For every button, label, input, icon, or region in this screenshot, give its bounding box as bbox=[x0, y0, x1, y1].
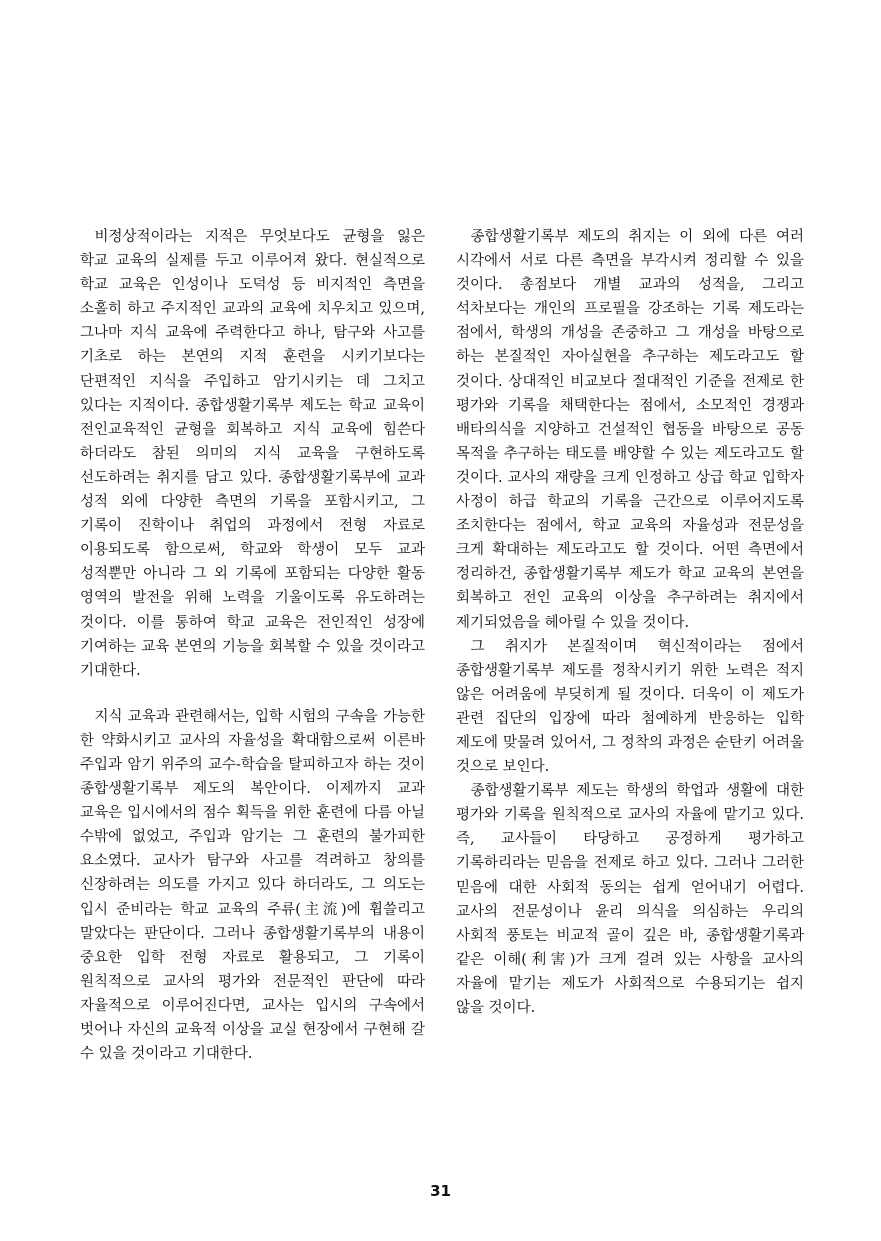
left-paragraph-2: 지식 교육과 관련해서는, 입학 시험의 구속을 가능한 한 약화시키고 교사의 자율성을 확대함으로써 이른바 주입과 암기 위주의 교수-학습을 탈피하고자 하는 것이 종합생활기록부 제도의 복안이다. 이제까지 교과 교육은 입시에서의 점수 획득을 위한 훈련에 다름 아닐 수밖에 없었고, 주입과 암기는 그 훈련의 불가피한 요소였다. 교사가 탐구와 사고를 격려하고 창의를 신장하려는 의도를 가지고 있다 하더라도, 그 의도는 입시 준비라는 학교 교육의 주류(主流)에 휩쓸리고 말았다는 판단이다. 그러나 종합생활기록부의 내용이 중요한 입학 전형 자료로 활용되고, 그 기록이 원칙적으로 교사의 평가와 전문적인 판단에 따라 자율적으로 이루어진다면, 교사는 입시의 구속에서 벗어나 자신의 교육적 이상을 교실 현장에서 구현해 갈 수 있을 것이라고 기대한다. bbox=[80, 708, 425, 1063]
right-paragraph-2: 그 취지가 본질적이며 혁신적이라는 점에서 종합생활기록부 제도를 정착시키기 위한 노력은 적지 않은 어려움에 부딪히게 될 것이다. 더욱이 이 제도가 관련 집단의 입장에 따라 첨예하게 반응하는 입학 제도에 맞물려 있어서, 그 정착의 과정은 순탄키 어려울 것으로 보인다. bbox=[456, 638, 804, 776]
right-column bbox=[456, 225, 804, 1020]
right-paragraph-1: 종합생활기록부 제도의 취지는 이 외에 다른 여러 시각에서 서로 다른 측면을 부각시켜 정리할 수 있을 것이다. 총점보다 개별 교과의 성적을, 그리고 석차보다는 개인의 프로필을 강조하는 기록 제도라는 점에서, 학생의 개성을 존중하고 그 개성을 바탕으로 하는 본질적인 자아실현을 추구하는 제도라고도 할 것이다. 상대적인 비교보다 절대적인 기준을 전제로 한 평가와 기록을 채택한다는 점에서, 소모적인 경쟁과 배타의식을 지양하고 건설적인 협동을 바탕으로 공동 목적을 추구하는 태도를 배양할 수 있는 제도라고도 할 것이다. 교사의 재량을 크게 인정하고 상급 학교 입학자 사정이 하급 학교의 기록을 근간으로 이루어지도록 조치한다는 점에서, 학교 교육의 자율성과 전문성을 크게 확대하는 제도라고도 할 것이다. 어떤 측면에서 정리하건, 종합생활기록부 제도가 학교 교육의 본연을 회복하고 전인 교육의 이상을 추구하려는 취지에서 제기되었음을 헤아릴 수 있을 것이다. bbox=[456, 229, 804, 631]
right-paragraph-3: 종합생활기록부 제도는 학생의 학업과 생활에 대한 평가와 기록을 원칙적으로 교사의 자율에 맡기고 있다. 즉, 교사들이 타당하고 공정하게 평가하고 기록하리라는 믿음을 전제로 하고 있다. 그러나 그러한 믿음에 대한 사회적 동의는 쉽게 얻어내기 어렵다. 교사의 전문성이나 윤리 의식을 의심하는 우리의 사회적 풍토는 비교적 골이 깊은 바, 종합생활기록과 같은 이해(利害)가 크게 걸려 있는 사항을 교사의 자율에 맡기는 제도가 사회적으로 수용되기는 쉽지 않을 것이다. bbox=[456, 783, 804, 1016]
left-paragraph-1: 비정상적이라는 지적은 무엇보다도 균형을 잃은 학교 교육의 실제를 두고 이루어져 왔다. 현실적으로 학교 교육은 인성이나 도덕성 등 비지적인 측면을 소홀히 하고 주지적인 교과의 교육에 치우치고 있으며, 그나마 지식 교육에 주력한다고 하나, 탐구와 사고를 기초로 하는 본연의 지적 훈련을 시키기보다는 단편적인 지식을 주입하고 암기시키는 데 그치고 있다는 지적이다. 종합생활기록부 제도는 학교 교육이 전인교육적인 균형을 회복하고 지식 교육에 힘쓴다 하더라도 참된 의미의 지식 교육을 구현하도록 선도하려는 취지를 담고 있다. 종합생활기록부에 교과 성적 외에 다양한 측면의 기록을 포함시키고, 그 기록이 진학이나 취업의 과정에서 전형 자료로 이용되도록 함으로써, 학교와 학생이 모두 교과 성적뿐만 아니라 그 외 기록에 포함되는 다양한 활동 영역의 발전을 위해 노력을 기울이도록 유도하려는 것이다. 이를 통하여 학교 교육은 전인적인 성장에 기여하는 교육 본연의 기능을 회복할 수 있을 것이라고 기대한다. bbox=[80, 229, 425, 679]
page-number: 31 bbox=[430, 1182, 451, 1200]
left-column bbox=[80, 225, 425, 1066]
